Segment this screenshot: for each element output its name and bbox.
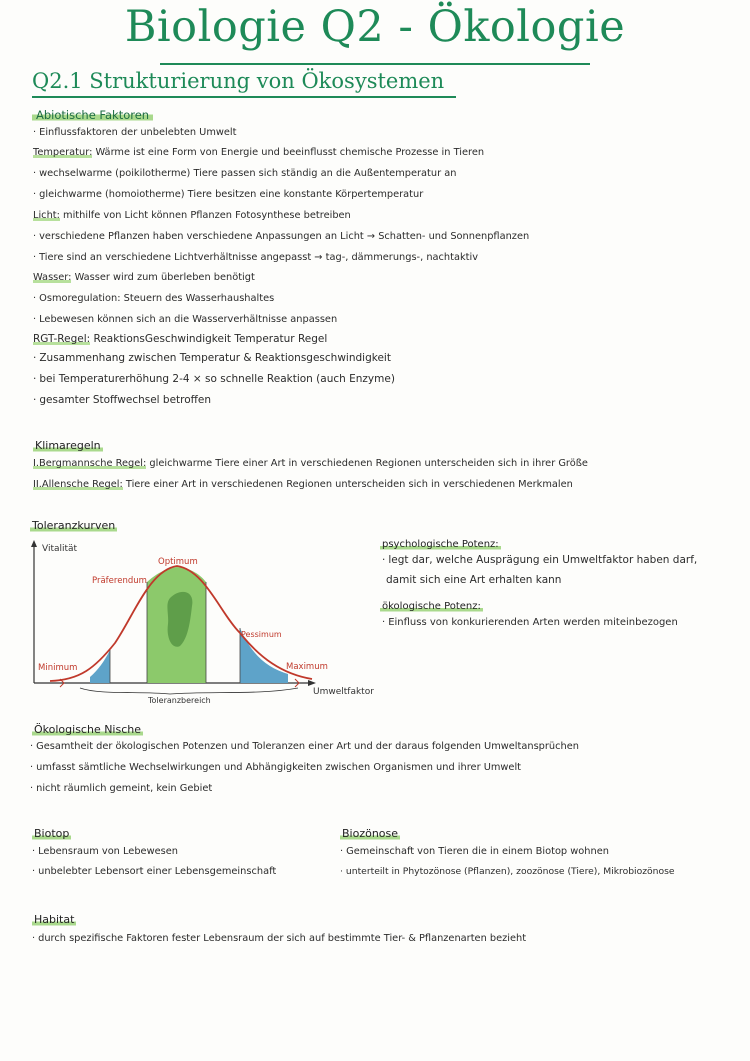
wasser-row xyxy=(33,271,255,284)
y-axis-arrow-icon xyxy=(31,540,37,547)
rgt-row xyxy=(33,333,327,346)
toleranzbereich-bracket xyxy=(80,688,298,694)
y-axis-label: Vitalität xyxy=(42,544,78,554)
psych-potenz-heading: psychologische Potenz: xyxy=(382,539,499,550)
maximum-label: Maximum xyxy=(286,662,328,672)
biotop-bullet-2: · unbelebter Lebensort einer Lebensgemeinschaft xyxy=(32,865,276,878)
psych-potenz-bullet-cont: damit sich eine Art erhalten kann xyxy=(386,574,562,586)
oek-potenz-bullet: · Einfluss von konkurierenden Arten werden miteinbezogen xyxy=(382,616,678,629)
nische-heading: Ökologische Nische xyxy=(34,723,142,736)
toleranzkurve-diagram xyxy=(20,538,390,710)
klima-heading: Klimaregeln xyxy=(35,439,101,452)
nische-bullet-3: · nicht räumlich gemeint, kein Gebiet xyxy=(30,782,212,795)
rgt-bullet-3: · gesamter Stoffwechsel betroffen xyxy=(33,394,211,407)
bergmann-label: I.Bergmannsche Regel: xyxy=(33,458,147,469)
biotop-heading: Biotop xyxy=(34,827,70,840)
wasser-label: Wasser: xyxy=(33,272,72,283)
klima-regel-1 xyxy=(33,457,588,470)
wasser-bullet-1: · Osmoregulation: Steuern des Wasserhaushaltes xyxy=(33,292,274,305)
rgt-text: ReaktionsGeschwindigkeit Temperatur Regel xyxy=(93,333,328,345)
psych-potenz-bullet: · legt dar, welche Ausprägung ein Umweltfaktor haben darf, xyxy=(382,554,697,567)
bergmann-text: gleichwarme Tiere einer Art in verschiedenen Regionen unterscheiden sich in ihrer Größe xyxy=(149,458,588,469)
biozoenose-bullet-2: · unterteilt in Phytozönose (Pflanzen), zoozönose (Tiere), Mikrobiozönose xyxy=(340,865,675,878)
biozoenose-bullet-1: · Gemeinschaft von Tieren die in einem Biotop wohnen xyxy=(340,845,609,858)
licht-row xyxy=(33,209,351,222)
toleranzbereich-label: Toleranzbereich xyxy=(148,696,211,705)
pessimum-label: Pessimum xyxy=(241,630,282,639)
temperatur-text: Wärme ist eine Form von Energie und beeinflusst chemische Prozesse in Tieren xyxy=(95,147,485,158)
rgt-bullet-1: · Zusammenhang zwischen Temperatur & Reaktionsgeschwindigkeit xyxy=(33,352,391,365)
biozoenose-heading: Biozönose xyxy=(342,827,399,840)
licht-bullet-2: · Tiere sind an verschiedene Lichtverhältnisse angepasst → tag-, dämmerungs-, nachtaktiv xyxy=(33,251,478,264)
allen-text: Tiere einer Art in verschiedenen Regionen unterscheiden sich in verschiedenen Merkmalen xyxy=(125,479,573,490)
habitat-bullet-1: · durch spezifische Faktoren fester Lebensraum der sich auf bestimmte Tier- & Pflanzenarten bezieht xyxy=(32,932,526,945)
temperatur-bullet-1: · wechselwarme (poikilotherme) Tiere passen sich ständig an die Außentemperatur an xyxy=(33,167,456,180)
section-underline xyxy=(32,96,456,98)
minimum-label: Minimum xyxy=(38,663,78,673)
page-title: Biologie Q2 - Ökologie xyxy=(124,2,626,52)
temperatur-label: Temperatur: xyxy=(33,147,93,158)
temperatur-bullet-2: · gleichwarme (homoiotherme) Tiere besitzen eine konstante Körpertemperatur xyxy=(33,188,423,201)
licht-label: Licht: xyxy=(33,210,60,221)
rgt-label: RGT-Regel: xyxy=(33,333,91,345)
x-axis-label: Umweltfaktor xyxy=(313,687,374,697)
biotop-bullet-1: · Lebensraum von Lebewesen xyxy=(32,845,178,858)
abiotisch-intro: · Einflussfaktoren der unbelebten Umwelt xyxy=(33,126,237,139)
oek-potenz-heading: ökologische Potenz: xyxy=(382,601,481,612)
licht-bullet-1: · verschiedene Pflanzen haben verschiedene Anpassungen an Licht → Schatten- und Sonnenpflanzen xyxy=(33,230,529,243)
habitat-heading: Habitat xyxy=(34,913,75,926)
nische-bullet-2: · umfasst sämtliche Wechselwirkungen und Abhängigkeiten zwischen Organismen und ihrer Umwelt xyxy=(30,761,521,774)
title-underline xyxy=(160,63,590,65)
optimum-label: Optimum xyxy=(158,557,198,567)
abiotisch-heading: Abiotische Faktoren xyxy=(32,108,153,122)
section-title: Q2.1 Strukturierung von Ökosystemen xyxy=(32,69,445,93)
wasser-text: Wasser wird zum überleben benötigt xyxy=(74,272,255,283)
temperatur-row xyxy=(33,146,484,159)
licht-text: mithilfe von Licht können Pflanzen Fotosynthese betreiben xyxy=(63,210,351,221)
toleranz-heading: Toleranzkurven xyxy=(32,519,116,532)
klima-regel-2 xyxy=(33,478,573,491)
rgt-bullet-2: · bei Temperaturerhöhung 2-4 × so schnelle Reaktion (auch Enzyme) xyxy=(33,373,395,386)
nische-bullet-1: · Gesamtheit der ökologischen Potenzen und Toleranzen einer Art und der daraus folgenden Umweltansprüchen xyxy=(30,740,579,753)
x-axis-arrow-icon xyxy=(308,680,316,686)
allen-label: II.Allensche Regel: xyxy=(33,479,123,490)
praeferendum-label: Präferendum xyxy=(92,576,147,586)
wasser-bullet-2: · Lebewesen können sich an die Wasserverhältnisse anpassen xyxy=(33,313,337,326)
